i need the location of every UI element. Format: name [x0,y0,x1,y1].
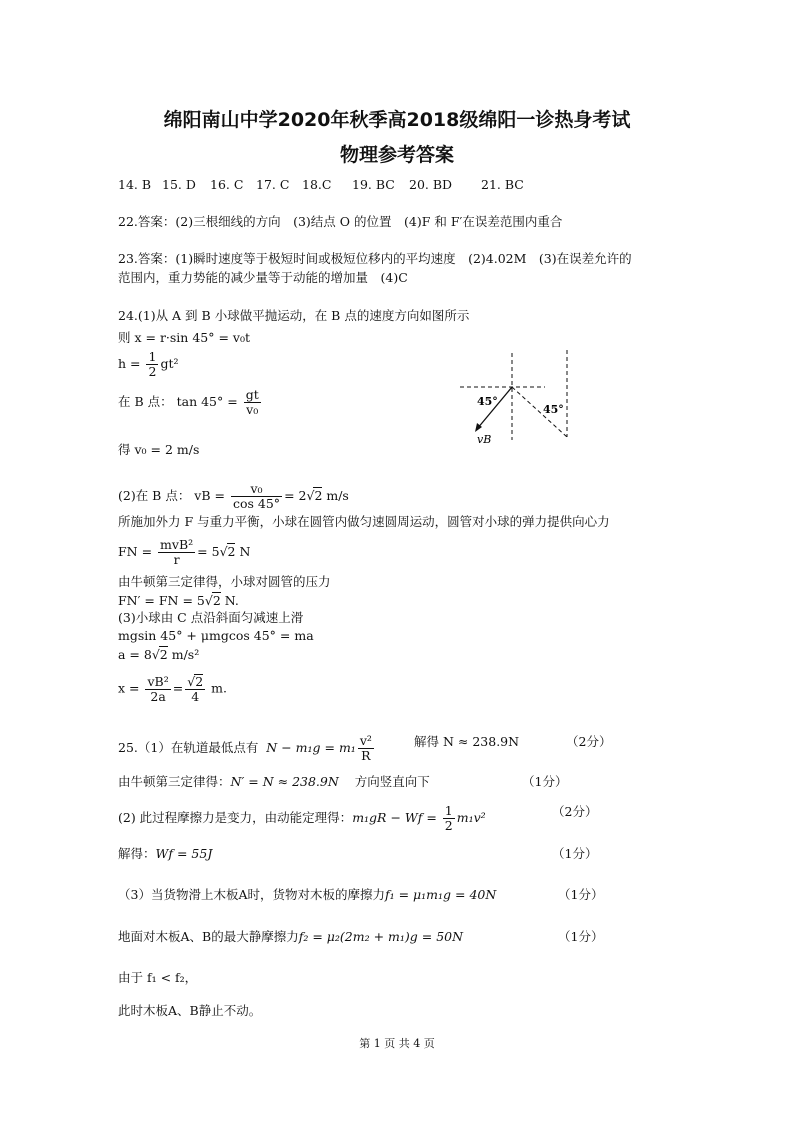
angle-label: 45° [477,395,498,408]
page-footer: 第 1 页 共 4 页 [359,1037,435,1050]
mc-answer: 19. BC [352,177,395,192]
q24-part2-vb: (2)在 B 点： vB = $\frac{\text{v₀}}{\cos 45^\circ}$ = 2√2 m/s [118,481,349,511]
velocity-diagram [455,345,585,450]
mc-answer: 20. BD [409,177,453,192]
q25-line1-result: 解得 N ≈ 238.9N [414,734,520,749]
q24-eq3: 在 B 点： tan 45° = $\frac{gt}{\text{v₀}}$ [118,387,259,417]
mc-answer: 15. D [162,177,196,192]
q22-answer: 22.答案：(2)三根细线的方向 (3)结点 O 的位置 (4)F 和 F′在误差范围内重合 [118,214,563,229]
q24-eq1: 则 x = r·sin 45° = v₀t [118,330,251,345]
q24-distance: x = $\frac{\text{vB²}}{2a}$ = $\frac{√2}{4}$ m. [118,673,227,704]
q25-line5: （3）当货物滑上木板A时，货物对木板的摩擦力f₁ = μ₁m₁g = 40N [118,887,497,902]
velocity-arrow [477,387,512,429]
q24-newton: 由牛顿第三定律得，小球对圆管的压力 [118,574,331,589]
score: （1分） [558,887,604,902]
q24-intro: 24.(1)从 A 到 B 小球做平抛运动，在 B 点的速度方向如图所示 [118,308,470,323]
q23-line1: 23.答案：(1)瞬时速度等于极短时间或极短位移内的平均速度 (2)4.02M (3)在误差允许的 [118,251,632,266]
q24-part3: (3)小球由 C 点沿斜面匀减速上滑 [118,610,304,625]
mc-answer: 16. C [210,177,244,192]
score: （2分） [552,804,598,819]
score: （1分） [522,774,568,789]
q24-fn2: FN′ = FN = 5√2 N. [118,593,239,608]
q24-eq2: h = $\frac{1}{2}$ gt² [118,349,179,379]
score: （1分） [558,929,604,944]
q25-line2: 由牛顿第三定律得：N′ = N ≈ 238.9N 方向竖直向下 [118,774,430,789]
q25-line7: 由于 f₁ < f₂， [118,970,198,985]
q25-line4: 解得：Wf = 55J [118,846,213,861]
q25-line8: 此时木板A、B静止不动。 [118,1003,262,1018]
q24-part2-text: 所施加外力 F 与重力平衡，小球在圆管内做匀速圆周运动，圆管对小球的弹力提供向心力 [118,514,610,529]
answer-title: 物理参考答案 [339,144,454,166]
q24-fn: FN = $\frac{\text{mvB²}}{r}$ = 5√2 N [118,537,251,567]
mc-answer: 14. B [118,177,152,192]
score: （2分） [566,734,612,749]
q25-line1: 25.（1）在轨道最低点有 N − m₁g = m₁ $\frac{\text{v²}}{R}$ [118,733,372,763]
q25-line3: (2) 此过程摩擦力是变力，由动能定理得：m₁gR − Wf = $\frac{1}{2}$ m₁v² [118,803,486,833]
velocity-label: vB [477,433,492,446]
q25-line6: 地面对木板A、B的最大静摩擦力f₂ = μ₂(2m₂ + m₁)g = 50N [118,929,464,944]
score: （1分） [552,846,598,861]
mc-answer: 21. BC [481,177,524,192]
angle-label: 45° [543,403,564,416]
mc-answer: 17. C [256,177,290,192]
mc-answer: 18.C [302,177,332,192]
q24-part3-eq: mgsin 45° + μmgcos 45° = ma [118,628,314,643]
q24-eq4: 得 v₀ = 2 m/s [118,442,200,457]
q24-accel: a = 8√2 m/s² [118,647,200,662]
exam-title: 绵阳南山中学2020年秋季高2018级绵阳一诊热身考试 [163,109,631,131]
q23-line2: 范围内，重力势能的减少量等于动能的增加量 (4)C [118,270,408,285]
